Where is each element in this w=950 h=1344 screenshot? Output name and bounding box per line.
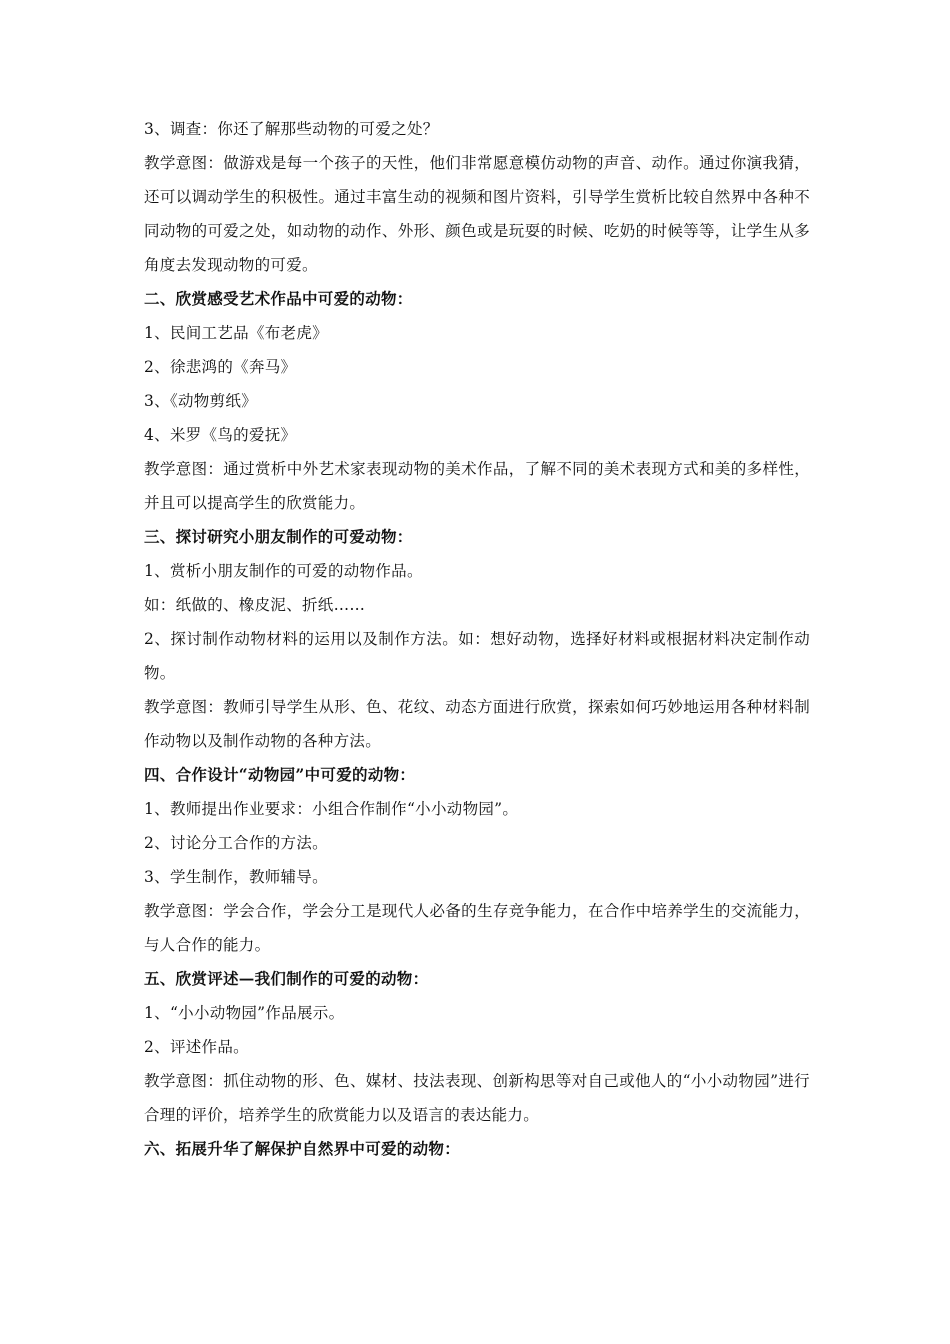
teaching-intent-paragraph-5: 教学意图：抓住动物的形、色、媒材、技法表现、创新构思等对自己或他人的“小小动物园”进行合理的评价，培养学生的欣赏能力以及语言的表达能力。	[144, 1072, 810, 1124]
list-item-assignment: 1、教师提出作业要求：小组合作制作“小小动物园”。	[144, 800, 519, 818]
list-item-discuss: 2、讨论分工合作的方法。	[144, 834, 328, 852]
section-heading-5: 五、欣赏评述—我们制作的可爱的动物：	[144, 969, 429, 988]
teaching-intent-paragraph-3: 教学意图：教师引导学生从形、色、花纹、动态方面进行欣赏，探索如何巧妙地运用各种材料制作动物以及制作动物的各种方法。	[144, 698, 810, 750]
section-heading-4: 四、合作设计“动物园”中可爱的动物：	[144, 765, 416, 784]
list-item-artwork-1: 1、民间工艺品《布老虎》	[144, 324, 328, 342]
list-item-examples: 如：纸做的、橡皮泥、折纸……	[144, 596, 366, 614]
section-heading-2: 二、欣赏感受艺术作品中可爱的动物：	[144, 289, 413, 308]
list-item-artwork-3: 3、《动物剪纸》	[144, 392, 258, 410]
list-item-appreciate: 1、赏析小朋友制作的可爱的动物作品。	[144, 562, 423, 580]
list-item-artwork-4: 4、米罗《鸟的爱抚》	[144, 426, 297, 444]
teaching-intent-paragraph-4: 教学意图：学会合作，学会分工是现代人必备的生存竞争能力，在合作中培养学生的交流能力，与人合作的能力。	[144, 902, 810, 954]
teaching-intent-paragraph-1: 教学意图：做游戏是每一个孩子的天性，他们非常愿意模仿动物的声音、动作。通过你演我猜，还可以调动学生的积极性。通过丰富生动的视频和图片资料，引导学生赏析比较自然界中各种不同动物的可爱之处，如动物的动作、外形、颜色或是玩耍的时候、吃奶的时候等等，让学生从多角度去发现动物的可爱。	[144, 154, 810, 274]
section-heading-3: 三、探讨研究小朋友制作的可爱动物：	[144, 527, 413, 546]
list-item-survey: 3、调查：你还了解那些动物的可爱之处？	[144, 120, 439, 138]
list-item-exhibit: 1、“小小动物园”作品展示。	[144, 1004, 345, 1022]
document-page	[144, 112, 810, 1166]
list-item-make: 3、学生制作，教师辅导。	[144, 868, 328, 886]
list-item-artwork-2: 2、徐悲鸿的《奔马》	[144, 358, 297, 376]
teaching-intent-paragraph-2: 教学意图：通过赏析中外艺术家表现动物的美术作品，了解不同的美术表现方式和美的多样性，并且可以提高学生的欣赏能力。	[144, 460, 810, 512]
section-heading-6: 六、拓展升华了解保护自然界中可爱的动物：	[144, 1139, 461, 1158]
list-item-materials: 2、探讨制作动物材料的运用以及制作方法。如：想好动物，选择好材料或根据材料决定制作动物。	[144, 630, 810, 682]
list-item-review: 2、评述作品。	[144, 1038, 249, 1056]
